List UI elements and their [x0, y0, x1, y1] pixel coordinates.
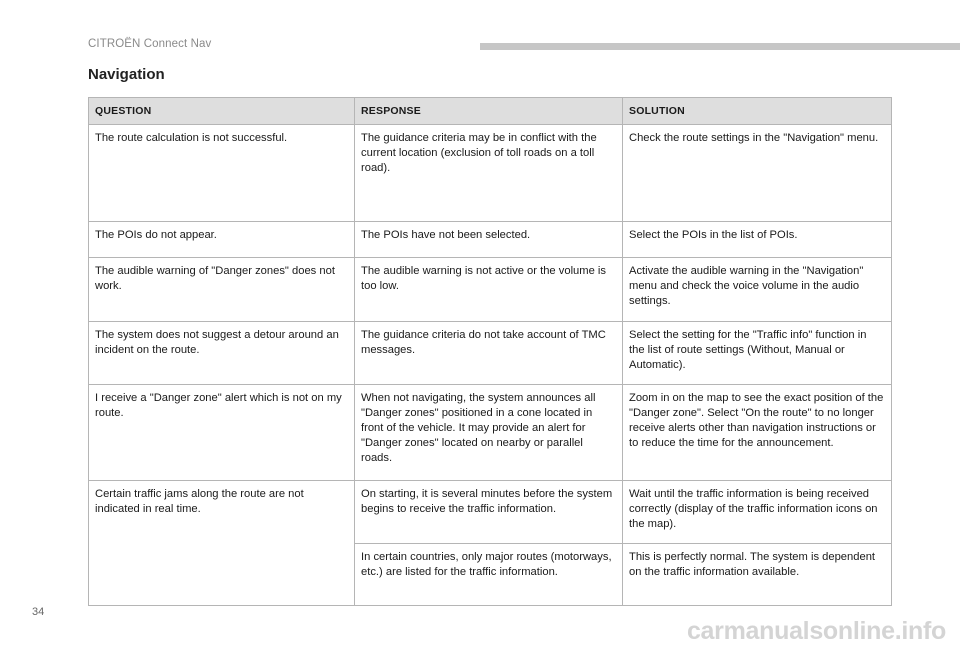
solution-cell: Wait until the traffic information is being received correctly (display of the traffic information icons on the map). [623, 481, 892, 544]
column-header-response: RESPONSE [355, 98, 623, 125]
faq-table [88, 97, 892, 606]
table-row [89, 258, 892, 322]
table-row [89, 125, 892, 222]
question-cell: Certain traffic jams along the route are not indicated in real time. [89, 481, 355, 606]
brand-title: CITROËN Connect Nav [88, 38, 212, 50]
page-number: 34 [32, 606, 45, 618]
table-header-row [89, 98, 892, 125]
question-cell: The route calculation is not successful. [89, 125, 355, 222]
question-cell: The audible warning of "Danger zones" does not work. [89, 258, 355, 322]
solution-cell: Check the route settings in the "Navigation" menu. [623, 125, 892, 222]
column-header-question: QUESTION [89, 98, 355, 125]
solution-cell: Select the POIs in the list of POIs. [623, 222, 892, 258]
watermark: carmanualsonline.info [686, 617, 946, 645]
section-title: Navigation [88, 66, 165, 83]
table-row [89, 322, 892, 385]
question-cell: The POIs do not appear. [89, 222, 355, 258]
response-cell: The audible warning is not active or the volume is too low. [355, 258, 623, 322]
question-cell: The system does not suggest a detour around an incident on the route. [89, 322, 355, 385]
column-header-solution: SOLUTION [623, 98, 892, 125]
response-cell: On starting, it is several minutes before the system begins to receive the traffic information. [355, 481, 623, 544]
header-divider-bar [480, 43, 960, 50]
response-cell: The guidance criteria may be in conflict with the current location (exclusion of toll roads on a toll road). [355, 125, 623, 222]
table-row [89, 222, 892, 258]
solution-cell: Select the setting for the "Traffic info" function in the list of route settings (Without, Manual or Automatic). [623, 322, 892, 385]
solution-cell: Zoom in on the map to see the exact position of the "Danger zone". Select "On the route" to no longer receive alerts other than navigation instructions or to reduce the time for the announcement. [623, 385, 892, 481]
solution-cell: This is perfectly normal. The system is dependent on the traffic information available. [623, 544, 892, 606]
solution-cell: Activate the audible warning in the "Navigation" menu and check the voice volume in the audio settings. [623, 258, 892, 322]
table-row [89, 481, 892, 544]
table-row [89, 385, 892, 481]
response-cell: The POIs have not been selected. [355, 222, 623, 258]
response-cell: In certain countries, only major routes (motorways, etc.) are listed for the traffic information. [355, 544, 623, 606]
question-cell: I receive a "Danger zone" alert which is not on my route. [89, 385, 355, 481]
response-cell: When not navigating, the system announces all "Danger zones" positioned in a cone located in front of the vehicle. It may provide an alert for "Danger zones" located on nearby or parallel roads. [355, 385, 623, 481]
response-cell: The guidance criteria do not take account of TMC messages. [355, 322, 623, 385]
